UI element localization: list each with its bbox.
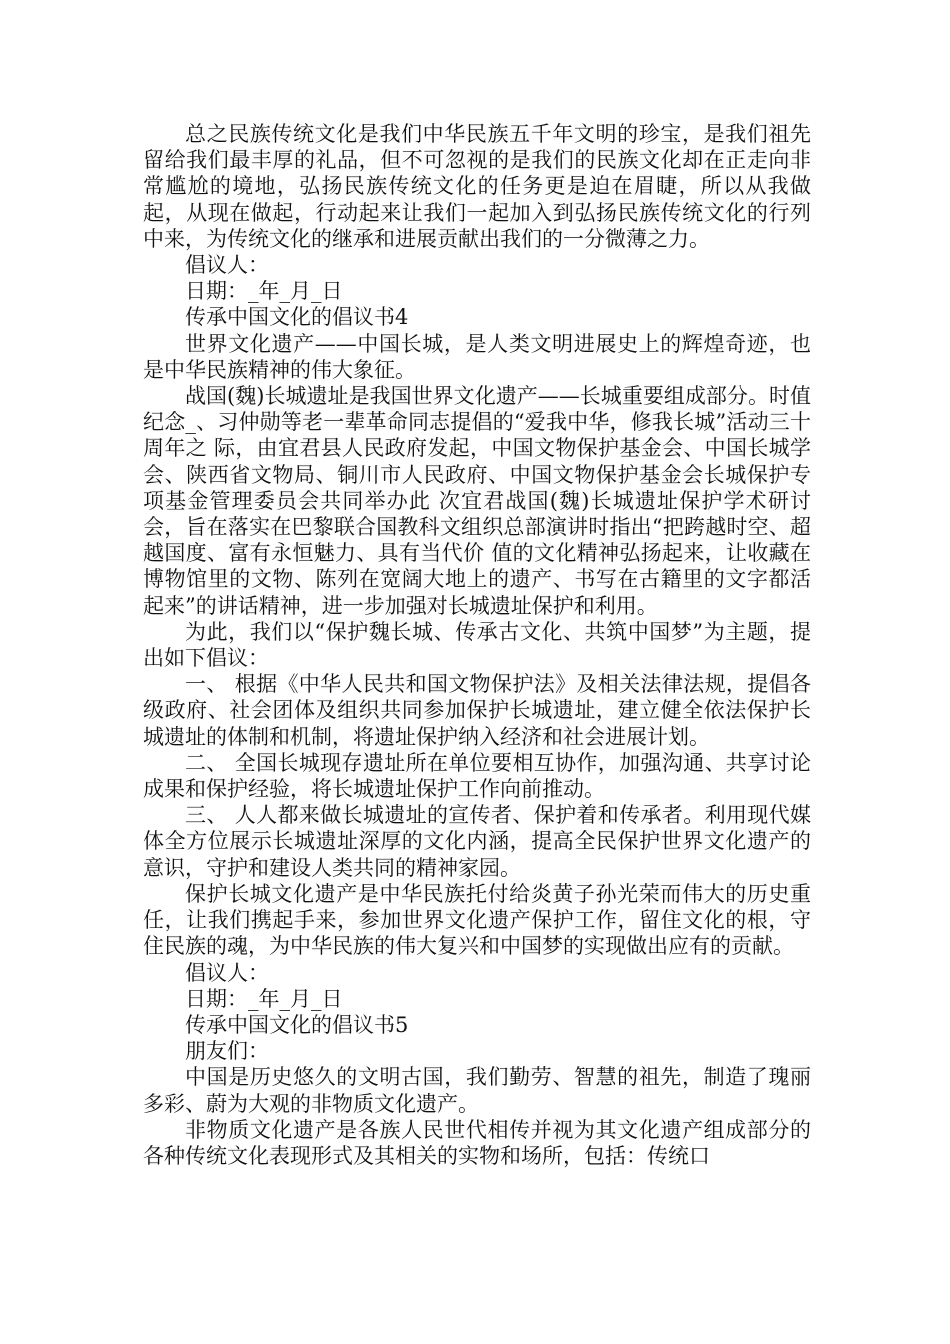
- paragraph-conclusion: 总之民族传统文化是我们中华民族五千年文明的珍宝，是我们祖先留给我们最丰厚的礼品，但不可忽视的是我们的民族文化却在正走向非常尴尬的境地，弘扬民族传统文化的任务更是迫在眉睫，所以从我做起，从现在做起，行动起来让我们一起加入到弘扬民族传统文化的行列中来，为传统文化的继承和进展贡献出我们的一分微薄之力。: [143, 122, 811, 251]
- paragraph-intangible-heritage: 非物质文化遗产是各族人民世代相传并视为其文化遗产组成部分的各种传统文化表现形式及其相关的实物和场所，包括：传统口: [143, 1117, 811, 1168]
- section-heading-4: 传承中国文化的倡议书4: [185, 305, 409, 330]
- initiator-line: 倡议人：: [185, 960, 269, 985]
- initiator-line: 倡议人：: [185, 253, 269, 278]
- proposal-item-3: 三、 人人都来做长城遗址的宣传者、保护着和传承者。利用现代媒体全方位展示长城遗址深厚的文化内涵，提高全民保护世界文化遗产的意识，守护和建设人类共同的精神家园。: [143, 803, 811, 880]
- document-page: [143, 121, 811, 1169]
- paragraph-wei-great-wall: 战国(魏)长城遗址是我国世界文化遗产——长城重要组成部分。时值纪念_、习仲勋等老一辈革命同志提倡的“爱我中华，修我长城”活动三十周年之 际，由宜君县人民政府发起，中国文物保护基金会、中国长城学会、陕西省文物局、铜川市人民政府、中国文物保护基金会长城保护专项基金管理委员会共同举办此 次宜君战国(魏)长城遗址保护学术研讨会，旨在落实在巴黎联合国教科文组织总部演讲时指出“把跨越时空、超越国度、富有永恒魅力、具有当代价 值的文化精神弘扬起来，让收藏在博物馆里的文物、陈列在宽阔大地上的遗产、书写在古籍里的文字都活起来”的讲话精神，进一步加强对长城遗址保护和利用。: [143, 384, 811, 618]
- paragraph-call-to-action: 保护长城文化遗产是中华民族托付给炎黄子孙光荣而伟大的历史重任，让我们携起手来，参加世界文化遗产保护工作，留住文化的根，守住民族的魂，为中华民族的伟大复兴和中国梦的实现做出应有的贡献。: [143, 881, 811, 959]
- section-heading-5: 传承中国文化的倡议书5: [185, 1012, 409, 1037]
- paragraph-great-wall-intro: 世界文化遗产——中国长城，是人类文明进展史上的辉煌奇迹，也是中华民族精神的伟大象征。: [143, 331, 811, 382]
- proposal-item-1: 一、 根据《中华人民共和国文物保护法》及相关法律法规，提倡各级政府、社会团体及组织共同参加保护长城遗址，建立健全依法保护长城遗址的体制和机制，将遗址保护纳入经济和社会进展计划。: [143, 672, 811, 749]
- paragraph-theme: 为此，我们以“保护魏长城、传承古文化、共筑中国梦”为主题，提出如下倡议：: [143, 619, 811, 671]
- salutation: 朋友们：: [185, 1039, 269, 1064]
- paragraph-ancient-civilization: 中国是历史悠久的文明古国，我们勤劳、智慧的祖先，制造了瑰丽多彩、蔚为大观的非物质文化遗产。: [143, 1065, 811, 1116]
- proposal-item-2: 二、 全国长城现存遗址所在单位要相互协作，加强沟通、共享讨论成果和保护经验，将长城遗址保护工作向前推动。: [143, 750, 811, 802]
- date-line: 日期：_年_月_日: [185, 279, 343, 304]
- date-line: 日期：_年_月_日: [185, 986, 343, 1011]
